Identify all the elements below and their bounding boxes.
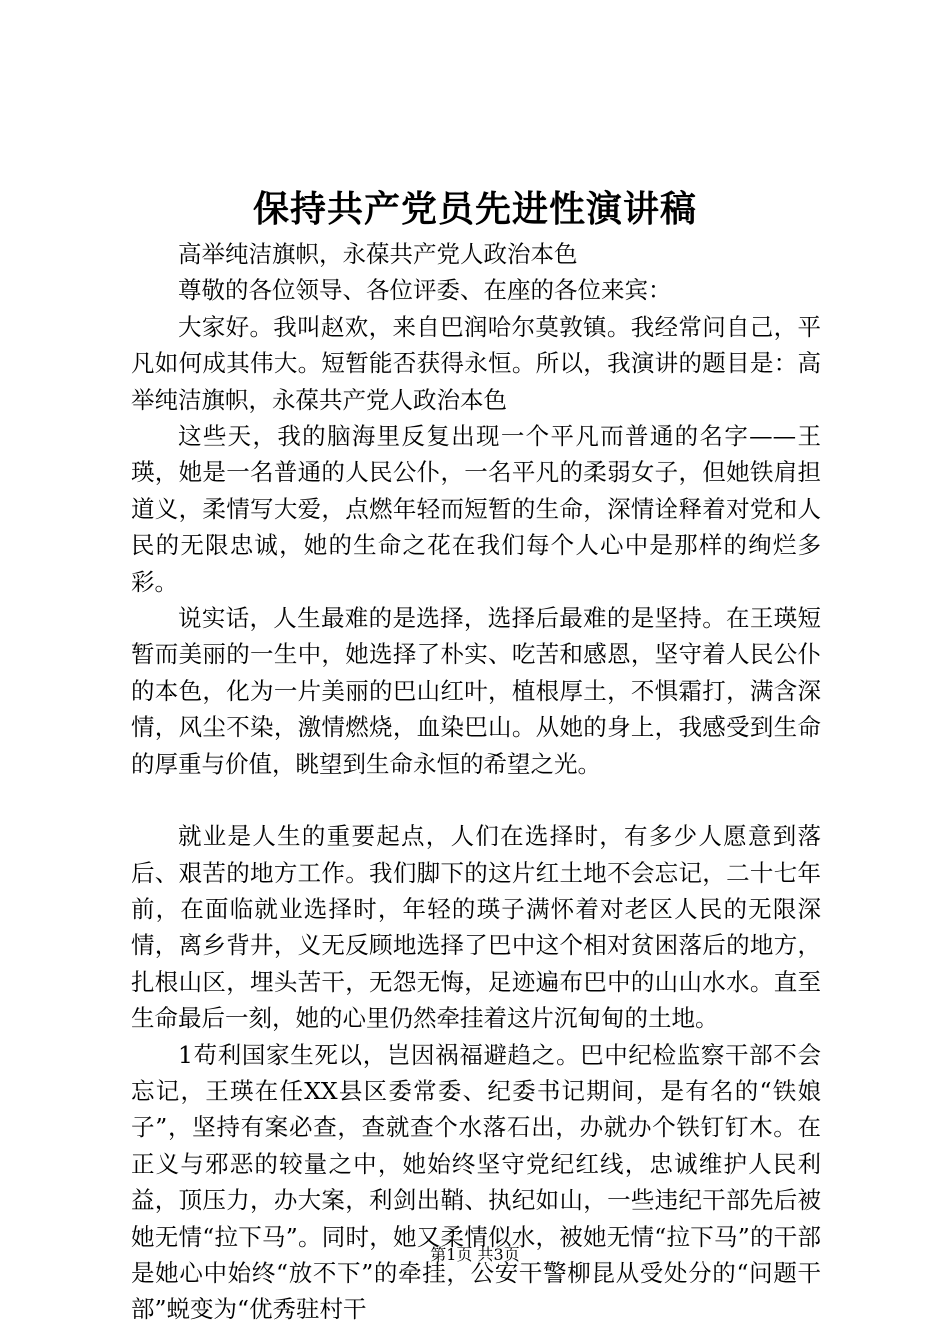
paragraph-subtitle: 高举纯洁旗帜，永葆共产党人政治本色: [178, 240, 578, 268]
paragraph-wang-ying: 这些天，我的脑海里反复出现一个平凡而普通的名字——王瑛，她是一名普通的人民公仆，一名平凡的柔弱女子，但她铁肩担道义，柔情写大爱，点燃年轻而短暂的生命，深情诠释着对党和人民的无限忠诚，她的生命之花在我们每个人心中是那样的绚烂多彩。: [131, 422, 821, 596]
paragraph-choice: 说实话，人生最难的是选择，选择后最难的是坚持。在王瑛短暂而美丽的一生中，她选择了朴实、吃苦和感恩，坚守着人民公仆的本色，化为一片美丽的巴山红叶，植根厚土，不惧霜打，满含深情，风尘不染，激情燃烧，血染巴山。从她的身上，我感受到生命的厚重与价值，眺望到生命永恒的希望之光。: [131, 604, 821, 778]
paragraph-discipline: 1苟利国家生死以，岂因祸福避趋之。巴中纪检监察干部不会忘记，王瑛在任XX县区委常委、纪委书记期间，是有名的“铁娘子”，坚持有案必查，查就查个水落石出，办就办个铁钉钉木。在正义与邪恶的较量之中，她始终坚守党纪红线，忠诚维护人民利益，顶压力，办大案，利剑出鞘、执纪如山，一些违纪干部先后被她无情“拉下马”。同时，她又柔情似水，被她无情“拉下马”的干部是她心中始终“放不下”的牵挂，公安干警柳昆从受处分的“问题干部”蜕变为“优秀驻村干: [131, 1040, 821, 1324]
document-body: [131, 236, 821, 1328]
paragraph-employment: 就业是人生的重要起点，人们在选择时，有多少人愿意到落后、艰苦的地方工作。我们脚下的这片红土地不会忘记，二十七年前，在面临就业选择时，年轻的瑛子满怀着对老区人民的无限深情，离乡背井，义无反顾地选择了巴中这个相对贫困落后的地方，扎根山区，埋头苦干，无怨无悔，足迹遍布巴中的山山水水。直至生命最后一刻，她的心里仍然牵挂着这片沉甸甸的土地。: [131, 822, 821, 1033]
paragraph-introduction: 大家好。我叫赵欢，来自巴润哈尔莫敦镇。我经常问自己，平凡如何成其伟大。短暂能否获得永恒。所以，我演讲的题目是：高举纯洁旗帜，永葆共产党人政治本色: [131, 312, 821, 414]
page-number-footer: 第1页 共3页: [430, 1245, 520, 1264]
paragraph-salutation: 尊敬的各位领导、各位评委、在座的各位来宾：: [178, 276, 672, 305]
document-title: 保持共产党员先进性演讲稿: [252, 188, 697, 230]
